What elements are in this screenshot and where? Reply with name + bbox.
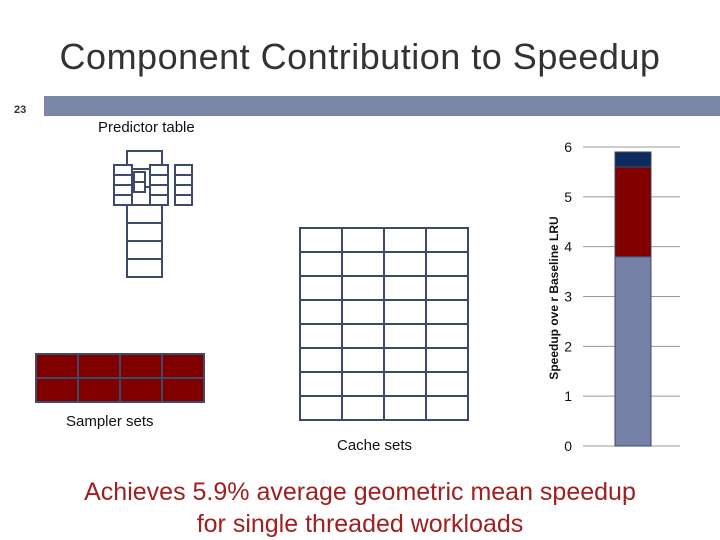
y-tick-label: 3 [564, 288, 572, 305]
predictor-small-cell [134, 182, 145, 192]
predictor-small-cell [150, 175, 168, 185]
predictor-small-cell [175, 175, 192, 185]
sampler-sets-label: Sampler sets [66, 413, 154, 430]
y-tick-label: 0 [564, 438, 572, 454]
cache-sets-grid [300, 228, 468, 420]
predictor-small-cell [114, 195, 132, 205]
summary-text [0, 476, 720, 540]
bar-segment-1 [615, 257, 651, 446]
y-axis-label: Speedup ove r Baseline LRU [547, 216, 561, 380]
predictor-small-cell [114, 175, 132, 185]
predictor-small-cell [150, 165, 168, 175]
y-tick-label: 1 [564, 388, 572, 405]
predictor-small-cell [114, 165, 132, 175]
bar-segment-3 [615, 152, 651, 167]
predictor-cell [127, 241, 162, 259]
predictor-cell [127, 223, 162, 241]
predictor-small-cell [150, 195, 168, 205]
cache-sets-label: Cache sets [337, 437, 413, 454]
predictor-small-cell [114, 185, 132, 195]
predictor-table-label: Predictor table [98, 119, 195, 136]
predictor-small-cell [175, 185, 192, 195]
speedup-chart [547, 139, 680, 454]
predictor-table [114, 151, 192, 277]
predictor-cell [127, 259, 162, 277]
y-tick-label: 4 [564, 238, 572, 255]
predictor-cell [127, 205, 162, 223]
summary-line-1: Achieves 5.9% average geometric mean speedup [84, 478, 636, 506]
predictor-small-cell [175, 195, 192, 205]
bar-segment-2 [615, 167, 651, 257]
predictor-small-cell [175, 165, 192, 175]
predictor-small-cell [150, 185, 168, 195]
summary-line-2: for single threaded workloads [196, 510, 524, 538]
y-tick-label: 5 [564, 188, 572, 205]
slide-number: 23 [14, 104, 27, 116]
y-tick-label: 2 [564, 338, 572, 355]
y-tick-label: 6 [564, 139, 572, 155]
slide-title: Component Contribution to Speedup [59, 36, 661, 77]
sampler-sets [36, 354, 204, 402]
predictor-small-cell [134, 172, 145, 182]
